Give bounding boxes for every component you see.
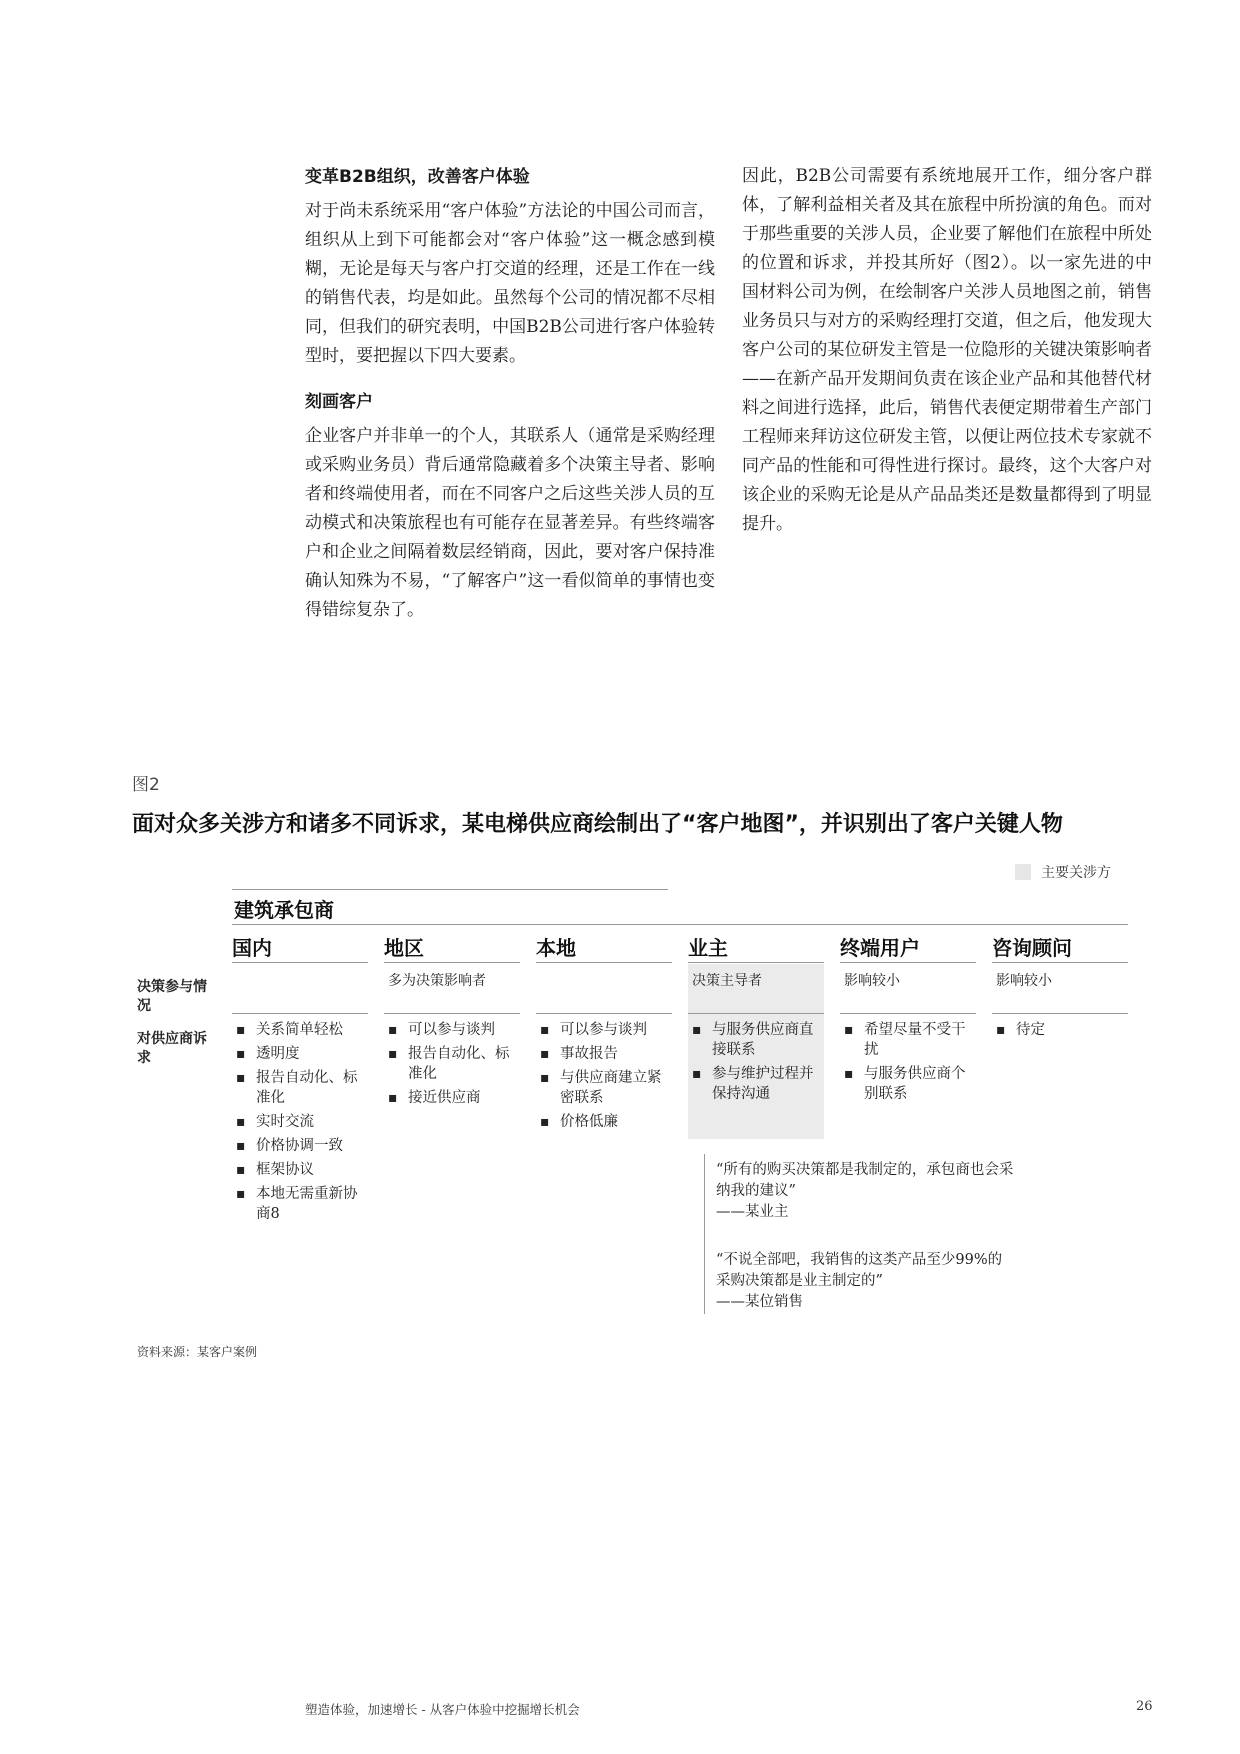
page-number: 26 bbox=[1136, 1699, 1153, 1714]
demand-list bbox=[232, 1014, 368, 1224]
column-name: 终端用户 bbox=[840, 936, 920, 960]
demand-item: ▪ 可以参与谈判 bbox=[384, 1020, 520, 1040]
figure-title: 面对众多关涉方和诸多不同诉求，某电梯供应商绘制出了“客户地图”，并识别出了客户关键人物 bbox=[132, 812, 1063, 837]
demand-list bbox=[840, 1014, 976, 1104]
right-text-column bbox=[742, 162, 1152, 555]
column-name: 地区 bbox=[384, 936, 424, 960]
group-title: 建筑承包商 bbox=[234, 898, 334, 922]
demand-item: ▪ 实时交流 bbox=[232, 1112, 368, 1132]
stakeholder-column bbox=[232, 924, 368, 1228]
source-note: 资料来源：某客户案例 bbox=[137, 1345, 258, 1359]
demand-item: ▪ 与服务供应商个别联系 bbox=[840, 1064, 976, 1104]
demand-item: ▪ 报告自动化、标准化 bbox=[232, 1068, 368, 1108]
demand-item: ▪ 事故报告 bbox=[536, 1044, 672, 1064]
demand-item: ▪ 待定 bbox=[992, 1020, 1128, 1040]
paragraph: 企业客户并非单一的个人，其联系人（通常是采购经理或采购业务员）背后通常隐藏着多个决策主导者、影响者和终端使用者，而在不同客户之后这些关涉人员的互动模式和决策旅程也有可能存在显著差异。有些终端客户和企业之间隔着数层经销商，因此，要对客户保持准确认知殊为不易，“了解客户”这一看似简单的事情也变得错综复杂了。 bbox=[305, 426, 715, 620]
demand-item: ▪ 本地无需重新协商8 bbox=[232, 1184, 368, 1224]
section-heading-customer: 刻画客户 bbox=[305, 392, 373, 412]
paragraph: 因此，B2B公司需要有系统地展开工作，细分客户群体，了解利益相关者及其在旅程中所扮演的角色。而对于那些重要的关涉人员，企业要了解他们在旅程中所处的位置和诉求，并投其所好（图2）。以一家先进的中国材料公司为例，在绘制客户关涉人员地图之前，销售业务员只与对方的采购经理打交道，但之后，他发现大客户公司的某位研发主管是一位隐形的关键决策影响者——在新产品开发期间负责在该企业产品和其他替代材料之间进行选择，此后，销售代表便定期带着生产部门工程师来拜访这位研发主管，以便让两位技术专家就不同产品的性能和可得性进行探讨。最终，这个大客户对该企业的采购无论是从产品品类还是数量都得到了明显提升。 bbox=[742, 166, 1152, 534]
legend-swatch bbox=[1015, 864, 1031, 880]
decision-role: 多为决策影响者 bbox=[388, 973, 486, 989]
paragraph: 对于尚未系统采用“客户体验”方法论的中国公司而言，组织从上到下可能都会对“客户体验”这一概念感到模糊，无论是每天与客户打交道的经理，还是工作在一线的销售代表，均是如此。虽然每个公司的情况都不尽相同，但我们的研究表明，中国B2B公司进行客户体验转型时，要把握以下四大要素。 bbox=[305, 201, 715, 366]
stakeholder-column bbox=[536, 924, 672, 1136]
quote-text: “不说全部吧，我销售的这类产品至少99%的采购决策都是业主制定的” bbox=[716, 1252, 1003, 1289]
quote-text: “所有的购买决策都是我制定的，承包商也会采纳我的建议” bbox=[716, 1162, 1014, 1199]
section-heading-b2b: 变革B2B组织，改善客户体验 bbox=[305, 167, 530, 187]
column-name: 咨询顾问 bbox=[992, 936, 1072, 960]
decision-role bbox=[232, 963, 368, 1013]
demand-item: ▪ 透明度 bbox=[232, 1044, 368, 1064]
quote-sales bbox=[716, 1250, 1016, 1313]
column-name: 业主 bbox=[688, 936, 728, 960]
column-name: 国内 bbox=[232, 936, 272, 960]
demand-list bbox=[536, 1014, 672, 1132]
group-divider bbox=[232, 889, 668, 890]
demand-item: ▪ 与服务供应商直接联系 bbox=[688, 1020, 824, 1060]
decision-role: 决策主导者 bbox=[692, 973, 762, 989]
quote-attribution: ——某业主 bbox=[716, 1204, 789, 1220]
demand-item: ▪ 希望尽量不受干扰 bbox=[840, 1020, 976, 1060]
stakeholder-column bbox=[384, 924, 520, 1112]
demand-list bbox=[384, 1014, 520, 1108]
page-footer: 塑造体验，加速增长 - 从客户体验中挖掘增长机会 bbox=[305, 1702, 580, 1717]
demand-item: ▪ 与供应商建立紧密联系 bbox=[536, 1068, 672, 1108]
demand-item: ▪ 价格低廉 bbox=[536, 1112, 672, 1132]
demand-item: ▪ 关系简单轻松 bbox=[232, 1020, 368, 1040]
demand-item: ▪ 接近供应商 bbox=[384, 1088, 520, 1108]
quote-attribution: ——某位销售 bbox=[716, 1294, 803, 1310]
stakeholder-column bbox=[840, 924, 976, 1108]
column-name: 本地 bbox=[536, 936, 576, 960]
quote-owner bbox=[716, 1160, 1016, 1223]
decision-role bbox=[536, 963, 672, 1013]
left-text-column bbox=[305, 162, 715, 641]
quote-divider bbox=[704, 1154, 705, 1314]
demand-item: ▪ 价格协调一致 bbox=[232, 1136, 368, 1156]
demand-list bbox=[992, 1014, 1128, 1040]
demand-item: ▪ 参与维护过程并保持沟通 bbox=[688, 1064, 824, 1104]
row-label-decision: 决策参与情况 bbox=[137, 979, 207, 1014]
stakeholder-column bbox=[992, 924, 1128, 1044]
demand-item: ▪ 框架协议 bbox=[232, 1160, 368, 1180]
decision-role: 影响较小 bbox=[844, 973, 900, 989]
legend-label: 主要关涉方 bbox=[1041, 865, 1111, 881]
decision-role: 影响较小 bbox=[996, 973, 1052, 989]
demand-item: ▪ 可以参与谈判 bbox=[536, 1020, 672, 1040]
row-label-demands: 对供应商诉求 bbox=[137, 1031, 207, 1066]
figure-label: 图2 bbox=[132, 775, 160, 795]
demand-list bbox=[688, 1014, 824, 1104]
legend bbox=[1015, 862, 1111, 882]
demand-item: ▪ 报告自动化、标准化 bbox=[384, 1044, 520, 1084]
stakeholder-column bbox=[688, 924, 824, 1108]
